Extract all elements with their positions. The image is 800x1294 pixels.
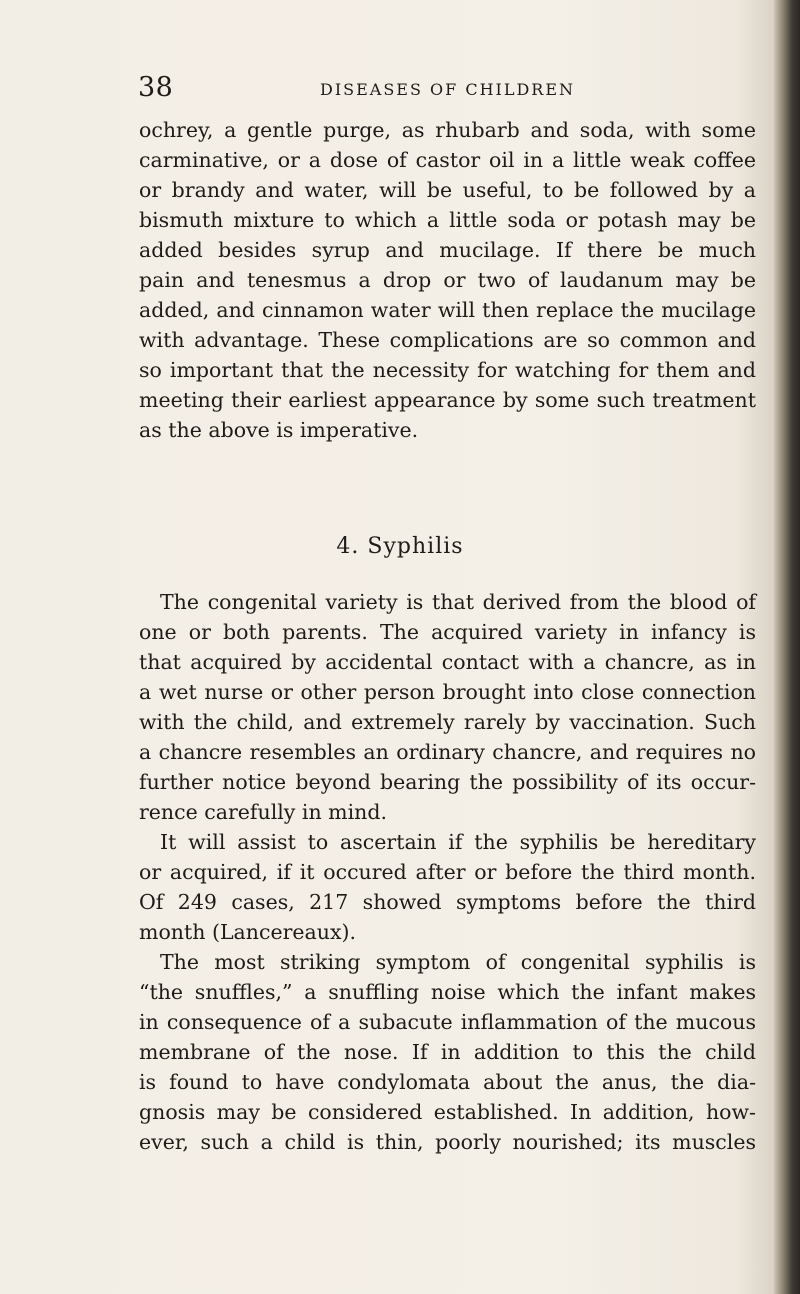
text-line: a wet nurse or other person brought into close connection [139,680,756,704]
text-line: a chancre resembles an ordinary chancre, and requires no [139,740,756,764]
page-number: 38 [138,72,174,103]
book-spine-shadow [774,0,800,1294]
text-line: or acquired, if it occured after or before the third month. [139,860,756,884]
text-line: membrane of the nose. If in addition to this the child [139,1040,756,1064]
text-line: added besides syrup and mucilage. If there be much [139,238,756,262]
text-line: bismuth mixture to which a little soda or potash may be [139,208,756,232]
text-line: ever, such a child is thin, poorly nourished; its muscles [139,1130,756,1154]
text-line: further notice beyond bearing the possibility of its occur- [139,770,756,794]
text-line: carminative, or a dose of castor oil in a little weak coffee [139,148,756,172]
text-line: one or both parents. The acquired variety in infancy is [139,620,756,644]
text-line: or brandy and water, will be useful, to be followed by a [139,178,756,202]
text-line: as the above is imperative. [139,418,419,442]
text-line: Of 249 cases, 217 showed symptoms before the third [139,890,756,914]
running-head: DISEASES OF CHILDREN [320,80,576,99]
text-line: with the child, and extremely rarely by vaccination. Such [139,710,756,734]
text-line: in consequence of a subacute inflammation of the mucous [139,1010,756,1034]
text-line: gnosis may be considered established. In addition, how- [139,1100,756,1124]
text-line: The congenital variety is that derived from the blood of [160,590,756,614]
text-line: month (Lancereaux). [139,920,357,944]
text-line: with advantage. These complications are so common and [139,328,756,352]
section-heading: 4. Syphilis [336,534,464,559]
text-line: ochrey, a gentle purge, as rhubarb and soda, with some [139,118,756,142]
text-line: “the snuffles,” a snuffling noise which the infant makes [139,980,756,1004]
text-line: It will assist to ascertain if the syphilis be hereditary [160,830,756,854]
text-line: rence carefully in mind. [139,800,388,824]
text-line: added, and cinnamon water will then replace the mucilage [139,298,756,322]
text-line: so important that the necessity for watching for them and [139,358,756,382]
text-line: that acquired by accidental contact with a chancre, as in [139,650,756,674]
text-line: meeting their earliest appearance by some such treatment [139,388,756,412]
text-line: is found to have condylomata about the anus, the dia- [139,1070,756,1094]
text-line: pain and tenesmus a drop or two of laudanum may be [139,268,756,292]
text-line: The most striking symptom of congenital syphilis is [160,950,756,974]
